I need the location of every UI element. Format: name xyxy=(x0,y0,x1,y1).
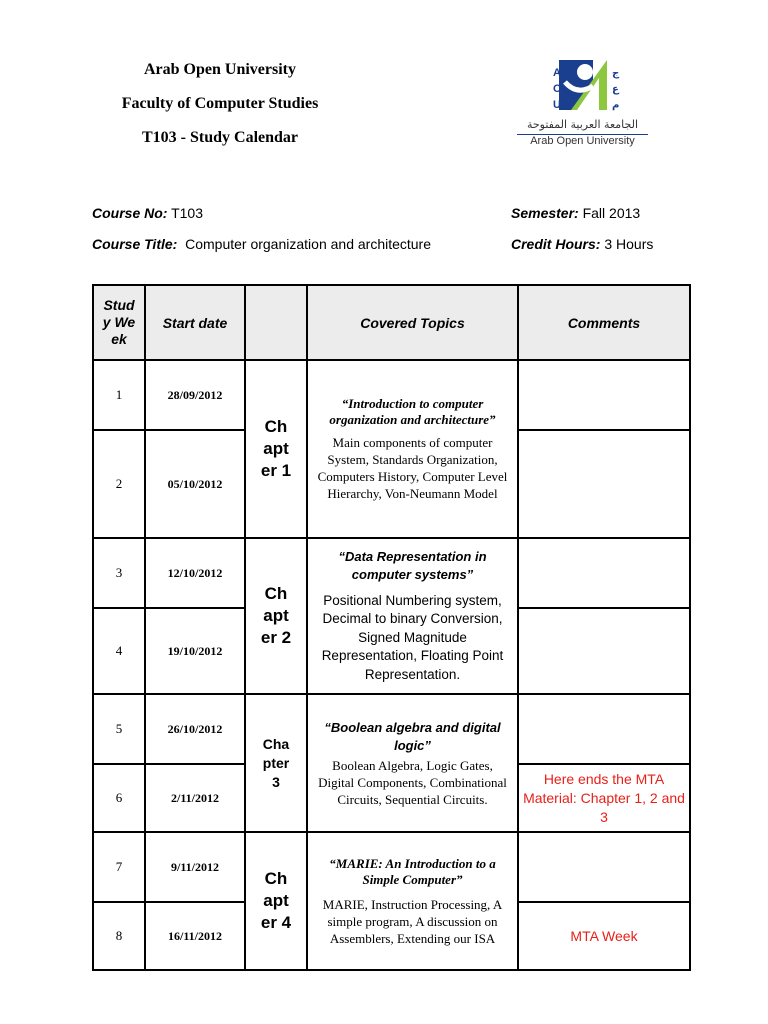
semester-value: Fall 2013 xyxy=(582,205,641,221)
week-number: 4 xyxy=(93,608,145,694)
logo-arabic-letter-3: م xyxy=(612,100,620,111)
course-no xyxy=(92,205,203,221)
comment-cell xyxy=(518,694,690,764)
credit-hours-label: Credit Hours: xyxy=(511,236,601,252)
start-date: 2/11/2012 xyxy=(145,764,245,832)
table-header-row xyxy=(93,285,690,360)
comment-cell xyxy=(518,608,690,694)
start-date: 9/11/2012 xyxy=(145,832,245,902)
logo-arabic-letter-1: ج xyxy=(612,68,620,79)
week-number: 5 xyxy=(93,694,145,764)
credit-hours xyxy=(511,236,653,252)
logo-letter-u: U xyxy=(553,99,561,111)
chapter-label: Chapter 3 xyxy=(245,694,307,832)
course-title xyxy=(92,236,431,252)
topic-cell xyxy=(307,538,518,694)
comment-cell xyxy=(518,832,690,902)
university-logo xyxy=(515,52,650,157)
topic-title: “Boolean algebra and digital logic” xyxy=(324,719,501,753)
week-number: 3 xyxy=(93,538,145,608)
start-date: 19/10/2012 xyxy=(145,608,245,694)
start-date: 12/10/2012 xyxy=(145,538,245,608)
header-chapter xyxy=(245,285,307,360)
study-calendar-table xyxy=(92,284,691,971)
start-date: 05/10/2012 xyxy=(145,430,245,538)
header-start-date: Start date xyxy=(145,285,245,360)
course-no-label: Course No: xyxy=(92,205,168,221)
topic-title: “Introduction to computer organization and architecture” xyxy=(329,396,496,427)
start-date: 28/09/2012 xyxy=(145,360,245,430)
topic-description: Positional Numbering system, Decimal to binary Conversion, Signed Magnitude Representation, Floating Point Representation. xyxy=(321,592,504,682)
logo-english-name: Arab Open University xyxy=(517,134,648,147)
table-row xyxy=(93,360,690,430)
start-date: 26/10/2012 xyxy=(145,694,245,764)
week-number: 1 xyxy=(93,360,145,430)
course-no-value: T103 xyxy=(171,205,204,221)
comment-cell: Here ends the MTA Material: Chapter 1, 2 and 3 xyxy=(518,764,690,832)
comment-cell: MTA Week xyxy=(518,902,690,970)
topic-title: “Data Representation in computer systems” xyxy=(338,548,487,582)
topic-description: Boolean Algebra, Logic Gates, Digital Components, Combinational Circuits, Sequential Circuits. xyxy=(318,757,507,807)
week-number: 8 xyxy=(93,902,145,970)
chapter-label: Chapter 4 xyxy=(245,832,307,970)
topic-description: MARIE, Instruction Processing, A simple program, A discussion on Assemblers, Extending our ISA xyxy=(322,896,503,946)
credit-hours-value: 3 Hours xyxy=(604,236,654,252)
header-study-week: Study Week xyxy=(93,285,145,360)
week-number: 6 xyxy=(93,764,145,832)
chapter-label: Chapter 2 xyxy=(245,538,307,694)
table-row xyxy=(93,832,690,902)
table-row xyxy=(93,538,690,608)
calendar-title: T103 - Study Calendar xyxy=(141,129,299,146)
topic-cell xyxy=(307,832,518,970)
logo-letter-a: A xyxy=(553,67,561,79)
comment-cell xyxy=(518,538,690,608)
header-covered-topics: Covered Topics xyxy=(307,285,518,360)
logo-letter-o: O xyxy=(553,83,562,95)
university-name: Arab Open University xyxy=(144,61,296,78)
course-title-label: Course Title: xyxy=(92,236,178,252)
topic-description: Main components of computer System, Standards Organization, Computers History, Computer Level Hierarchy, Von-Neumann Model xyxy=(317,435,508,501)
semester xyxy=(511,205,640,221)
topic-title: “MARIE: An Introduction to a Simple Computer” xyxy=(329,855,496,887)
topic-cell xyxy=(307,360,518,538)
comment-cell xyxy=(518,430,690,538)
week-number: 2 xyxy=(93,430,145,538)
logo-arabic-name: الجامعة العربية المفتوحة xyxy=(526,118,639,131)
table-row xyxy=(93,694,690,764)
week-number: 7 xyxy=(93,832,145,902)
comment-cell xyxy=(518,360,690,430)
topic-cell xyxy=(307,694,518,832)
course-title-value: Computer organization and architecture xyxy=(185,236,432,252)
logo-arabic-letter-2: ع xyxy=(612,84,619,95)
header-comments: Comments xyxy=(518,285,690,360)
faculty-name: Faculty of Computer Studies xyxy=(121,95,319,112)
semester-label: Semester: xyxy=(511,205,579,221)
chapter-label: Chapter 1 xyxy=(245,360,307,538)
start-date: 16/11/2012 xyxy=(145,902,245,970)
